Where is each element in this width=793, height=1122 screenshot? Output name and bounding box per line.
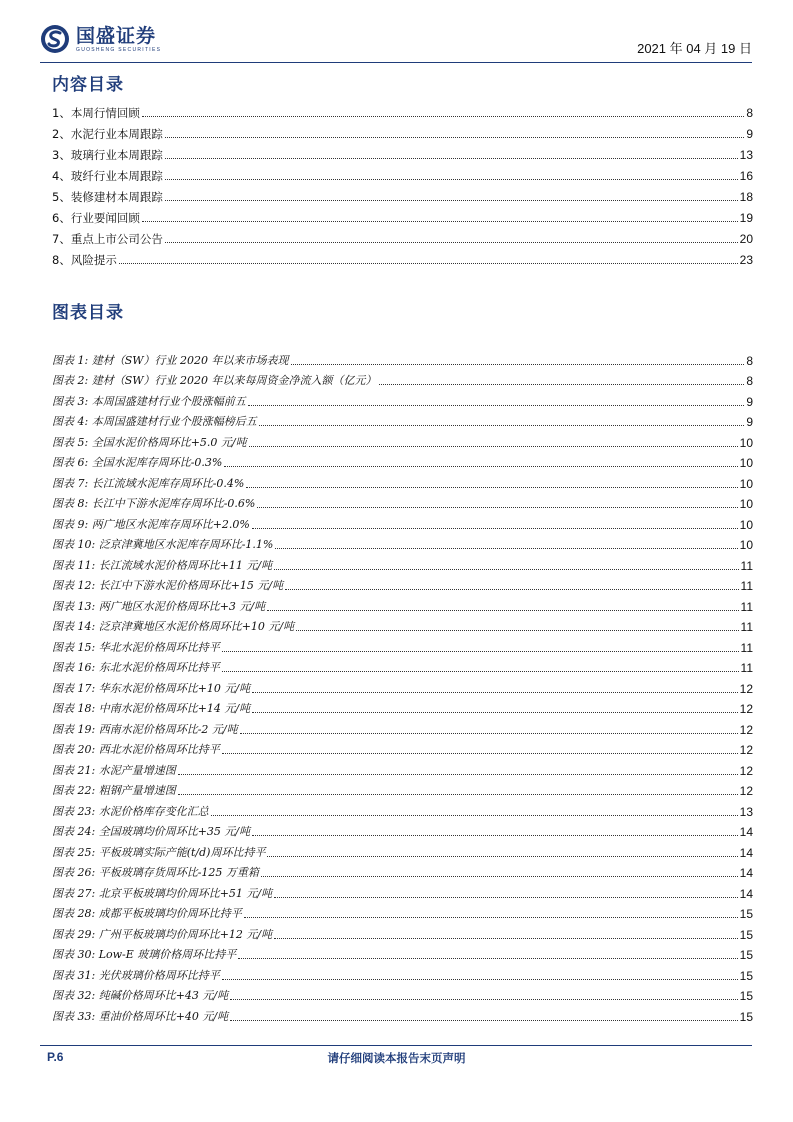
figure-item-label: 图表 30: Low-E 玻璃价格周环比持平: [52, 948, 237, 961]
dot-leader: [165, 179, 738, 180]
page-number: P.6: [47, 1050, 64, 1064]
figure-item[interactable]: [52, 655, 753, 676]
figure-item[interactable]: [52, 614, 753, 635]
figure-item[interactable]: [52, 737, 753, 758]
toc-item-label: 7、重点上市公司公告: [52, 232, 163, 246]
figure-item[interactable]: [52, 880, 753, 901]
dot-leader: [222, 651, 739, 652]
dot-leader: [222, 979, 738, 980]
figure-item-page: 14: [739, 886, 753, 901]
toc-item[interactable]: [52, 120, 753, 141]
figure-item-page: 14: [739, 866, 753, 880]
dot-leader: [222, 753, 738, 754]
figure-item-label: 图表 20: 西北水泥价格周环比持平: [52, 743, 220, 756]
figure-item-label: 图表 17: 华东水泥价格周环比+10 元/吨: [52, 681, 251, 695]
figure-item-label: 图表 13: 两广地区水泥价格周环比+3 元/吨: [52, 599, 266, 613]
dot-leader: [222, 671, 739, 672]
figure-item-label: 图表 32: 纯碱价格周环比+43 元/吨: [52, 989, 229, 1002]
footer-divider: [40, 1045, 752, 1046]
toc-list: [52, 99, 753, 267]
figure-item-page: 11: [740, 579, 753, 593]
dot-leader: [142, 221, 738, 222]
figure-item-label: 图表 29: 广州平板玻璃均价周环比+12 元/吨: [52, 927, 273, 941]
figure-item[interactable]: [52, 429, 753, 450]
dot-leader: [379, 384, 745, 385]
toc-item-label: 1、本周行情回顾: [52, 106, 140, 120]
toc-item[interactable]: [52, 141, 753, 162]
figure-item[interactable]: [52, 921, 753, 942]
figure-item-page: 8: [746, 374, 753, 388]
dot-leader: [285, 589, 738, 590]
figure-item-label: 图表 8: 长江中下游水泥库存周环比-0.6%: [52, 497, 256, 510]
figure-item-page: 15: [739, 907, 753, 921]
figure-item-page: 15: [739, 989, 753, 1003]
figure-item-page: 13: [739, 804, 753, 819]
figure-item-label: 图表 25: 平板玻璃实际产能(t/d)周环比持平: [52, 845, 266, 859]
figure-item[interactable]: [52, 860, 753, 881]
figure-item-page: 10: [739, 497, 753, 511]
toc-item[interactable]: [52, 225, 753, 246]
page-header: [40, 18, 752, 62]
figure-item-label: 图表 9: 两广地区水泥库存周环比+2.0%: [52, 517, 250, 531]
toc-item-page: 13: [739, 148, 753, 162]
figure-item-page: 11: [740, 558, 753, 573]
figure-item[interactable]: [52, 470, 753, 491]
dot-leader: [296, 630, 738, 631]
figure-item-page: 12: [739, 743, 753, 757]
figure-item-page: 11: [740, 640, 753, 655]
dot-leader: [252, 712, 738, 713]
figure-item[interactable]: [52, 798, 753, 819]
figure-item-label: 图表 33: 重油价格周环比+40 元/吨: [52, 1009, 229, 1023]
figure-item[interactable]: [52, 819, 753, 840]
figure-item-page: 10: [739, 517, 753, 532]
figure-item[interactable]: [52, 962, 753, 983]
dot-leader: [252, 528, 738, 529]
figure-item-page: 12: [739, 702, 753, 716]
figure-item-page: 12: [739, 763, 753, 778]
figure-item-label: 图表 26: 平板玻璃存货周环比-125 万重箱: [52, 866, 259, 879]
figure-item[interactable]: [52, 1003, 753, 1024]
toc-item[interactable]: [52, 183, 753, 204]
figure-item[interactable]: [52, 532, 753, 553]
dot-leader: [230, 999, 738, 1000]
figure-item-page: 11: [740, 661, 753, 675]
figure-item-label: 图表 18: 中南水泥价格周环比+14 元/吨: [52, 702, 251, 715]
figure-item-label: 图表 12: 长江中下游水泥价格周环比+15 元/吨: [52, 579, 284, 592]
figures-list: [52, 347, 753, 1024]
figure-item-label: 图表 31: 光伏玻璃价格周环比持平: [52, 968, 220, 982]
toc-item-label: 5、装修建材本周跟踪: [52, 190, 163, 204]
dot-leader: [261, 876, 738, 877]
figure-item-label: 图表 5: 全国水泥价格周环比+5.0 元/吨: [52, 435, 247, 449]
dot-leader: [165, 200, 738, 201]
figure-item[interactable]: [52, 573, 753, 594]
figure-item-label: 图表 11: 长江流域水泥价格周环比+11 元/吨: [52, 558, 273, 572]
dot-leader: [240, 733, 738, 734]
logo-chinese-name: 国盛证券: [76, 24, 157, 47]
toc-item-page: 9: [746, 127, 753, 141]
figure-item-page: 15: [739, 948, 753, 962]
toc-item-page: 20: [739, 232, 753, 246]
figure-item-page: 8: [746, 353, 753, 368]
dot-leader: [252, 692, 738, 693]
dot-leader: [257, 507, 737, 508]
figures-title: 图表目录: [52, 303, 124, 323]
report-date: 2021 年 04 月 19 日: [637, 41, 752, 56]
figure-item[interactable]: [52, 716, 753, 737]
dot-leader: [178, 774, 738, 775]
toc-item-label: 6、行业要闻回顾: [52, 211, 140, 225]
toc-title: 内容目录: [52, 75, 124, 95]
figure-item-label: 图表 6: 全国水泥库存周环比-0.3%: [52, 456, 223, 469]
dot-leader: [165, 158, 738, 159]
toc-item-label: 4、玻纤行业本周跟踪: [52, 169, 163, 183]
dot-leader: [275, 548, 737, 549]
dot-leader: [252, 835, 738, 836]
dot-leader: [249, 446, 738, 447]
dot-leader: [246, 487, 737, 488]
dot-leader: [267, 856, 737, 857]
toc-item-label: 3、玻璃行业本周跟踪: [52, 148, 163, 162]
figure-item-label: 图表 19: 西南水泥价格周环比-2 元/吨: [52, 722, 238, 736]
figure-item-label: 图表 4: 本周国盛建材行业个股涨幅榜后五: [52, 415, 257, 428]
figure-item-label: 图表 23: 水泥价格库存变化汇总: [52, 804, 209, 818]
footer-disclaimer: 请仔细阅读本报告末页声明: [327, 1051, 466, 1065]
dot-leader: [230, 1020, 738, 1021]
figure-item-page: 14: [739, 845, 753, 860]
figure-item-label: 图表 28: 成都平板玻璃均价周环比持平: [52, 907, 242, 920]
dot-leader: [259, 425, 745, 426]
figure-item-label: 图表 21: 水泥产量增速图: [52, 763, 176, 777]
figure-item-page: 12: [739, 681, 753, 696]
figure-item[interactable]: [52, 901, 753, 922]
figure-item-page: 15: [739, 1009, 753, 1024]
figure-item-label: 图表 14: 泛京津冀地区水泥价格周环比+10 元/吨: [52, 620, 295, 633]
dot-leader: [142, 116, 744, 117]
figure-item-page: 12: [739, 784, 753, 798]
figure-item[interactable]: [52, 675, 753, 696]
figure-item-label: 图表 16: 东北水泥价格周环比持平: [52, 661, 220, 674]
toc-item-page: 19: [739, 211, 753, 225]
figure-item-label: 图表 24: 全国玻璃均价周环比+35 元/吨: [52, 825, 251, 838]
figure-item[interactable]: [52, 634, 753, 655]
figure-item[interactable]: [52, 696, 753, 717]
dot-leader: [211, 815, 738, 816]
figure-item-label: 图表 15: 华北水泥价格周环比持平: [52, 640, 220, 654]
figure-item-page: 10: [739, 538, 753, 552]
figure-item[interactable]: [52, 757, 753, 778]
figure-item[interactable]: [52, 778, 753, 799]
toc-item-page: 23: [739, 253, 753, 267]
figure-item-label: 图表 7: 长江流域水泥库存周环比-0.4%: [52, 476, 245, 490]
dot-leader: [291, 364, 745, 365]
figure-item-page: 10: [739, 456, 753, 470]
toc-item-label: 8、风险提示: [52, 253, 117, 267]
toc-item-page: 18: [739, 190, 753, 204]
figure-item[interactable]: [52, 368, 753, 389]
figure-item[interactable]: [52, 450, 753, 471]
figure-item[interactable]: [52, 347, 753, 368]
header-divider: [40, 62, 752, 63]
figure-item-label: 图表 3: 本周国盛建材行业个股涨幅前五: [52, 394, 246, 408]
dot-leader: [248, 405, 745, 406]
figure-item-page: 10: [739, 435, 753, 450]
company-logo: [40, 24, 161, 54]
figure-item-page: 9: [746, 415, 753, 429]
toc-item[interactable]: [52, 204, 753, 225]
figure-item-label: 图表 1: 建材（SW）行业 2020 年以来市场表现: [52, 353, 289, 367]
dot-leader: [267, 610, 738, 611]
figure-item-page: 10: [739, 476, 753, 491]
figure-item[interactable]: [52, 388, 753, 409]
toc-item[interactable]: [52, 246, 753, 267]
figure-item[interactable]: [52, 942, 753, 963]
dot-leader: [244, 917, 738, 918]
figure-item-page: 14: [739, 825, 753, 839]
figure-item[interactable]: [52, 839, 753, 860]
figure-item-page: 11: [740, 599, 753, 614]
dot-leader: [274, 569, 738, 570]
toc-item[interactable]: [52, 99, 753, 120]
figure-item[interactable]: [52, 511, 753, 532]
dot-leader: [274, 897, 738, 898]
figure-item-label: 图表 10: 泛京津冀地区水泥库存周环比-1.1%: [52, 538, 274, 551]
dot-leader: [274, 938, 738, 939]
toc-item-page: 16: [739, 169, 753, 183]
toc-item[interactable]: [52, 162, 753, 183]
guosheng-logo-icon: [40, 24, 70, 54]
figure-item[interactable]: [52, 983, 753, 1004]
figure-item[interactable]: [52, 409, 753, 430]
figure-item-label: 图表 22: 粗钢产量增速图: [52, 784, 176, 797]
figure-item-page: 9: [746, 394, 753, 409]
toc-item-label: 2、水泥行业本周跟踪: [52, 127, 163, 141]
dot-leader: [119, 263, 738, 264]
figure-item[interactable]: [52, 491, 753, 512]
dot-leader: [238, 958, 737, 959]
figure-item-label: 图表 27: 北京平板玻璃均价周环比+51 元/吨: [52, 886, 273, 900]
figure-item-label: 图表 2: 建材（SW）行业 2020 年以来每周资金净流入额（亿元）: [52, 374, 377, 387]
dot-leader: [165, 137, 744, 138]
figure-item-page: 15: [739, 968, 753, 983]
dot-leader: [178, 794, 738, 795]
logo-english-name: GUOSHENG SECURITIES: [76, 46, 162, 53]
figure-item-page: 11: [740, 620, 753, 634]
figure-item[interactable]: [52, 593, 753, 614]
figure-item-page: 15: [739, 927, 753, 942]
dot-leader: [224, 466, 737, 467]
figure-item[interactable]: [52, 552, 753, 573]
dot-leader: [165, 242, 738, 243]
toc-item-page: 8: [746, 106, 753, 120]
figure-item-page: 12: [739, 722, 753, 737]
